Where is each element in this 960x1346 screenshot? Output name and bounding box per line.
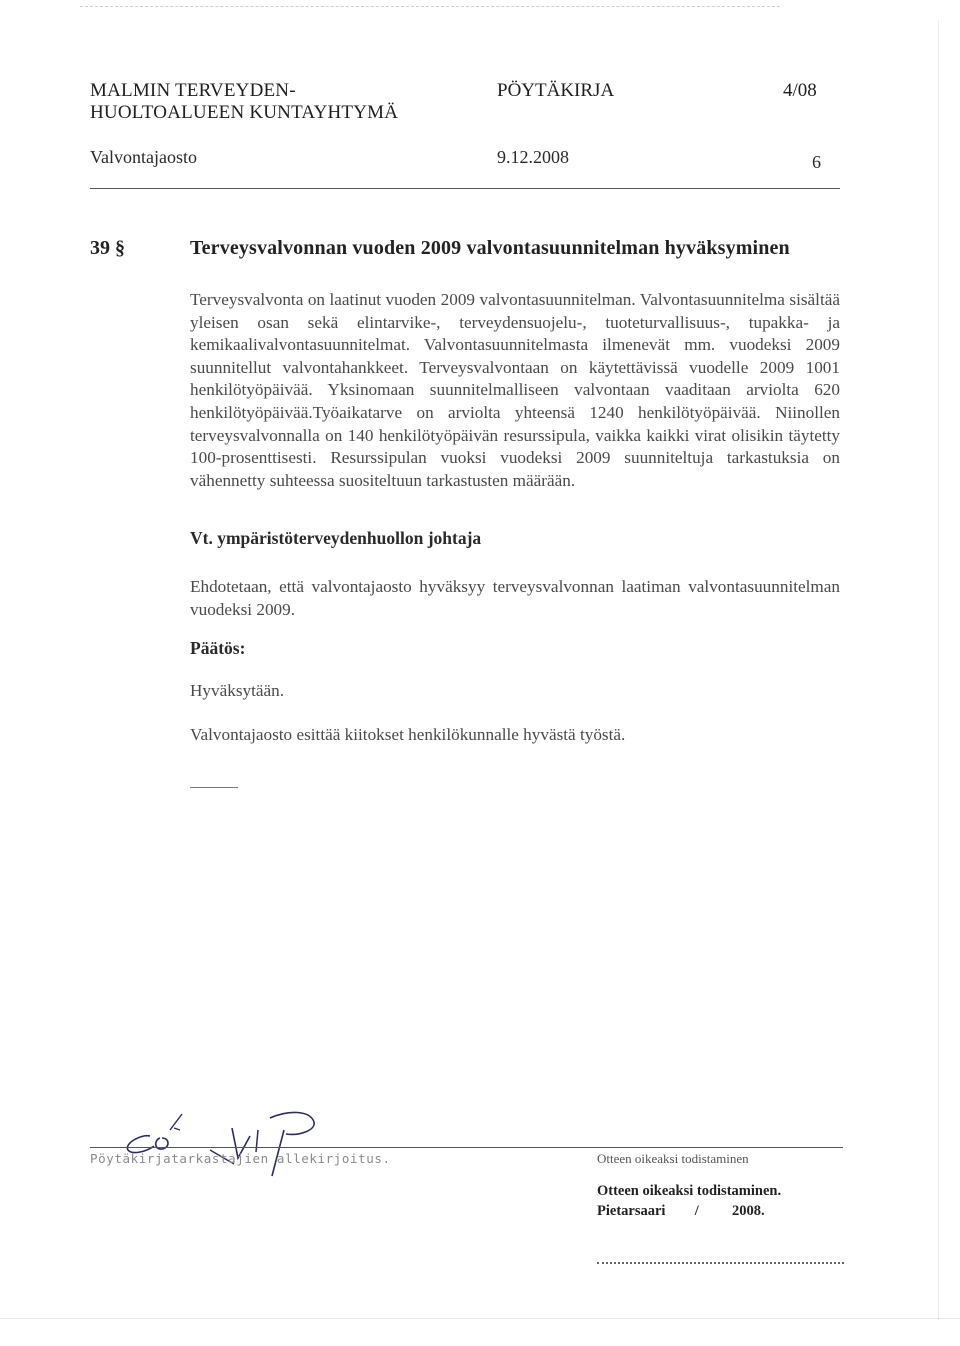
- document-number: 4/08: [783, 80, 817, 101]
- proposal-paragraph: Ehdotetaan, että valvontajaosto hyväksyy terveysvalvonnan laatiman valvontasuunnitelman vuodeksi 2009.: [190, 577, 840, 619]
- certificate-heading: Otteen oikeaksi todistaminen.: [597, 1183, 782, 1199]
- page-number: 6: [812, 152, 821, 172]
- scan-edge-right: [938, 20, 939, 1320]
- section-number: 39 §: [90, 237, 125, 259]
- organization-name: [90, 80, 398, 124]
- section-end-rule: [190, 787, 238, 788]
- decision-label: Päätös:: [190, 638, 246, 658]
- background-paragraph: Terveysvalvonta on laatinut vuoden 2009 valvontasuunnitelman. Valvontasuunnitelma sisältää yleisen osan sekä elintarvike-, terveydensuojelu-, tuoteturvallisuus-, tupakka- ja kemikaalivalvontasuunnitelmat. Valvontasuunnitelmasta ilmenevät mm. vuodeksi 2009 suunnitellut valvontahankkeet. Terveysvalvontaan on käytettävissä vuodelle 2009 1001 henkilötyöpäivää. Yksinomaan suunnitelmalliseen valvontaan vaaditaan arviolta 620 henkilötyöpäivää.Työaikatarve on arviolta yhteensä 1240 henkilötyöpäivää. Niinollen terveysvalvonnalla on 140 henkilötyöpäivän resurssipula, vaikka kaikki virat olisikin täytetty 100-prosenttisesti. Resurssipulan vuoksi vuodeksi 2009 suunniteltuja tarkastuksia on vähennetty suhteessa suositeltuun tarkastusten määrään.: [190, 290, 840, 490]
- meeting-date: 9.12.2008: [497, 147, 569, 167]
- certificate-date-separator: /: [694, 1203, 699, 1219]
- handwritten-signature: [110, 1100, 350, 1180]
- certificate-caption: Otteen oikeaksi todistaminen: [597, 1151, 749, 1166]
- certificate-signature-line: [597, 1262, 844, 1264]
- section-title: Terveysvalvonnan vuoden 2009 valvontasuunnitelman hyväksyminen: [190, 237, 790, 259]
- thanks-text: Valvontajaosto esittää kiitokset henkilökunnalle hyvästä työstä.: [190, 725, 626, 744]
- signature-caption: Pöytäkirjatarkastajien allekirjoitus.: [90, 1151, 391, 1166]
- presenter-heading: Vt. ympäristöterveydenhuollon johtaja: [190, 528, 482, 548]
- certificate-year: 2008.: [731, 1203, 765, 1219]
- certificate-place-date: [597, 1203, 765, 1220]
- signature-line: [90, 1147, 843, 1148]
- organization-line-2: HUOLTOALUEEN KUNTAYHTYMÄ: [90, 102, 399, 123]
- organization-line-1: MALMIN TERVEYDEN-: [90, 80, 296, 101]
- scan-edge-bottom: [0, 1318, 960, 1319]
- scan-edge-top: [80, 6, 780, 7]
- committee-name: Valvontajaosto: [90, 147, 197, 167]
- header-divider: [90, 188, 840, 189]
- certificate-place: Pietarsaari: [597, 1203, 666, 1219]
- decision-text: Hyväksytään.: [190, 681, 285, 700]
- document-type: PÖYTÄKIRJA: [497, 80, 615, 101]
